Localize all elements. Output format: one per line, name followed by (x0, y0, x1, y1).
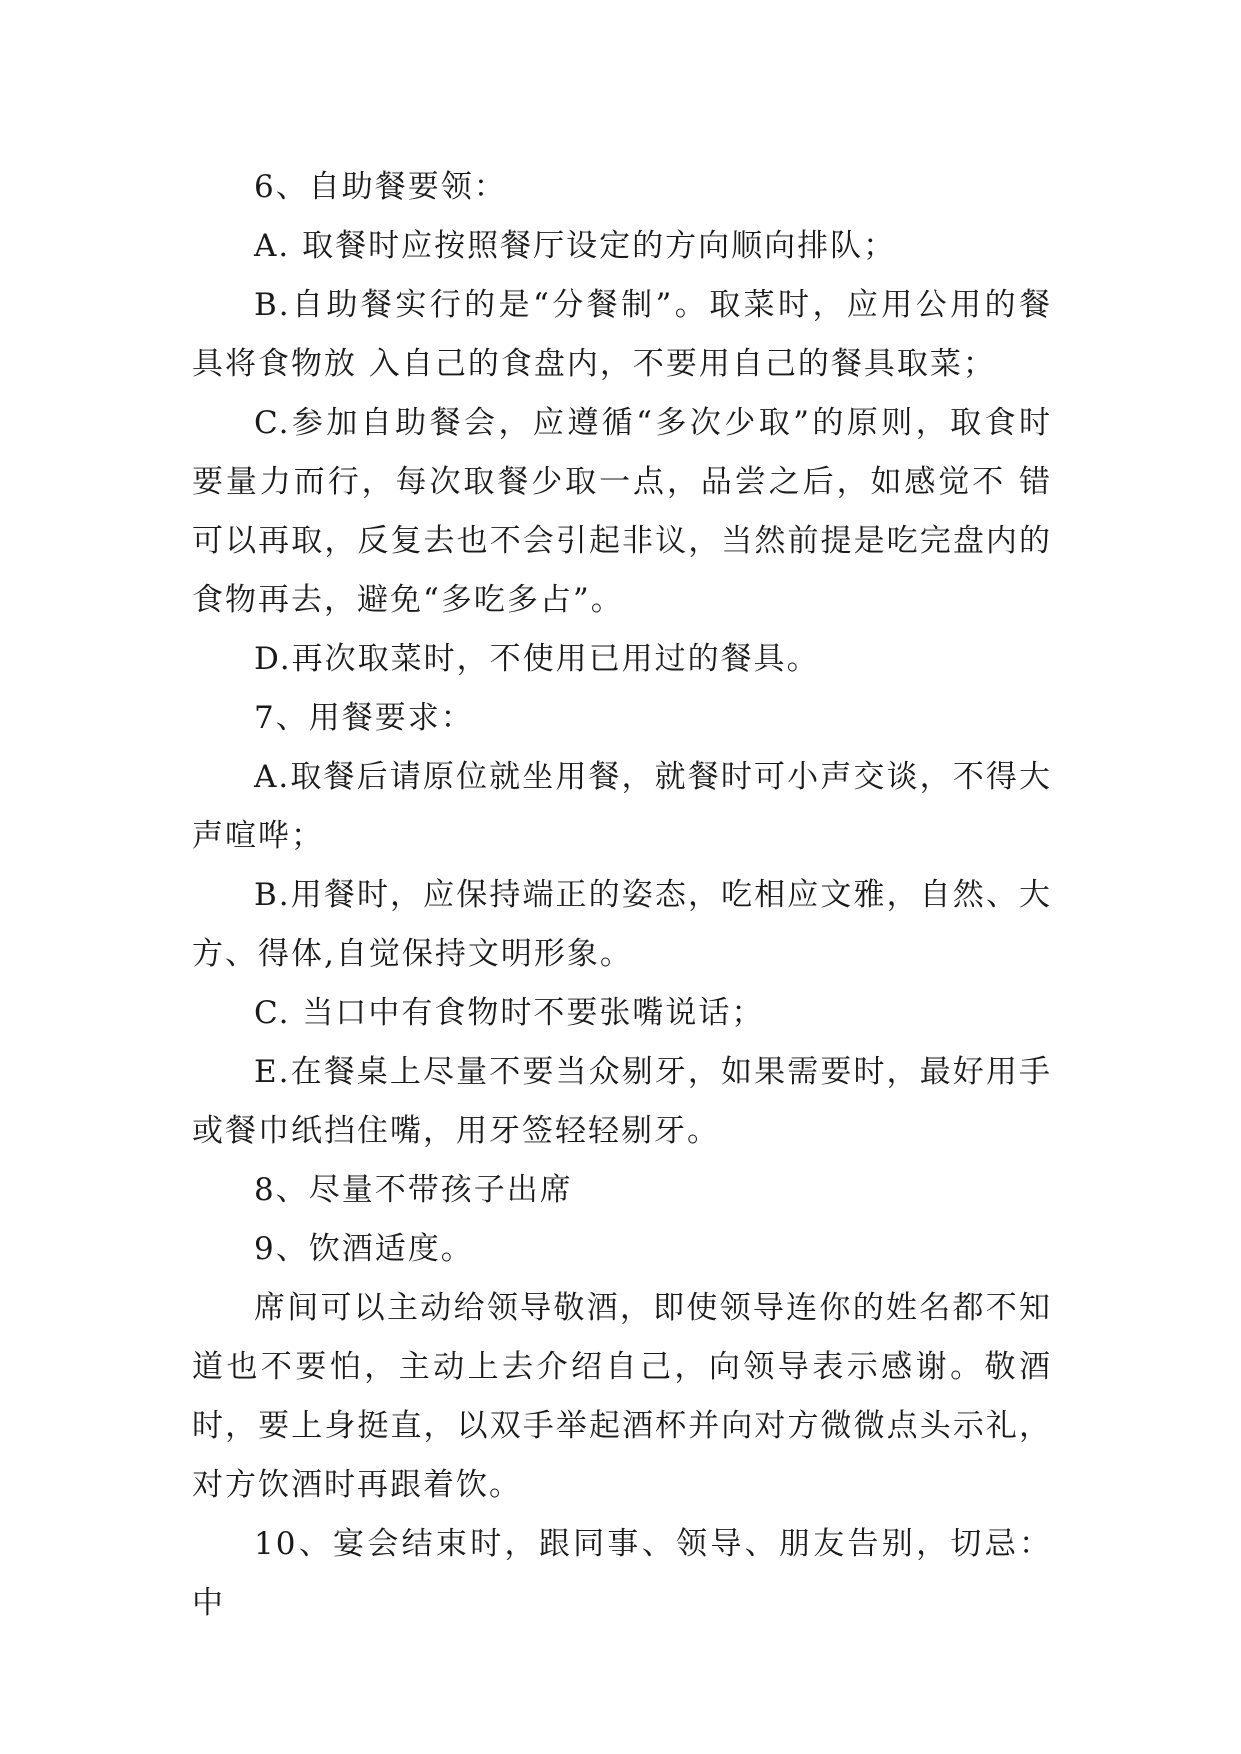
section-7-heading: 7、用餐要求： (254, 700, 474, 736)
section-6-heading: 6、自助餐要领： (254, 169, 507, 205)
section-9-heading: 9、饮酒适度。 (254, 1231, 474, 1267)
paragraph-6d: D.再次取菜时，不使用已用过的餐具。 (254, 641, 820, 677)
paragraph-7c: C. 当口中有食物时不要张嘴说话； (254, 995, 765, 1031)
paragraph-6c: C.参加自助餐会，应遵循“多次少取”的原则，取食时要量力而行，每次取餐少取一点，品尝之后，如感觉不 错可以再取，反复去也不会引起非议，当然前提是吃完盘内的食物再去，避免“多吃多占”。 (192, 405, 1052, 618)
paragraph-6b: B.自助餐实行的是“分餐制”。取菜时，应用公用的餐具将食物放 入自己的食盘内，不要用自己的餐具取菜； (192, 287, 1052, 382)
paragraph-7b: B.用餐时，应保持端正的姿态，吃相应文雅，自然、大方、得体,自觉保持文明形象。 (192, 877, 1052, 972)
section-10-text: 10、宴会结束时，跟同事、领导、朋友告别，切忌：中 (192, 1526, 1052, 1621)
paragraph-9-body: 席间可以主动给领导敬酒，即使领导连你的姓名都不知道也不要怕，主动上去介绍自己，向领导表示感谢。敬酒时，要上身挺直，以双手举起酒杯并向对方微微点头示礼，对方饮酒时再跟着饮。 (192, 1290, 1052, 1503)
document-body (192, 158, 1052, 1633)
paragraph-7a: A.取餐后请原位就坐用餐，就餐时可小声交谈，不得大声喧哗； (192, 759, 1052, 854)
paragraph-7e: E.在餐桌上尽量不要当众剔牙，如果需要时，最好用手或餐巾纸挡住嘴，用牙签轻轻剔牙。 (192, 1054, 1052, 1149)
section-8-heading: 8、尽量不带孩子出席 (254, 1172, 573, 1208)
paragraph-6a: A. 取餐时应按照餐厅设定的方向顺向排队； (254, 228, 897, 264)
